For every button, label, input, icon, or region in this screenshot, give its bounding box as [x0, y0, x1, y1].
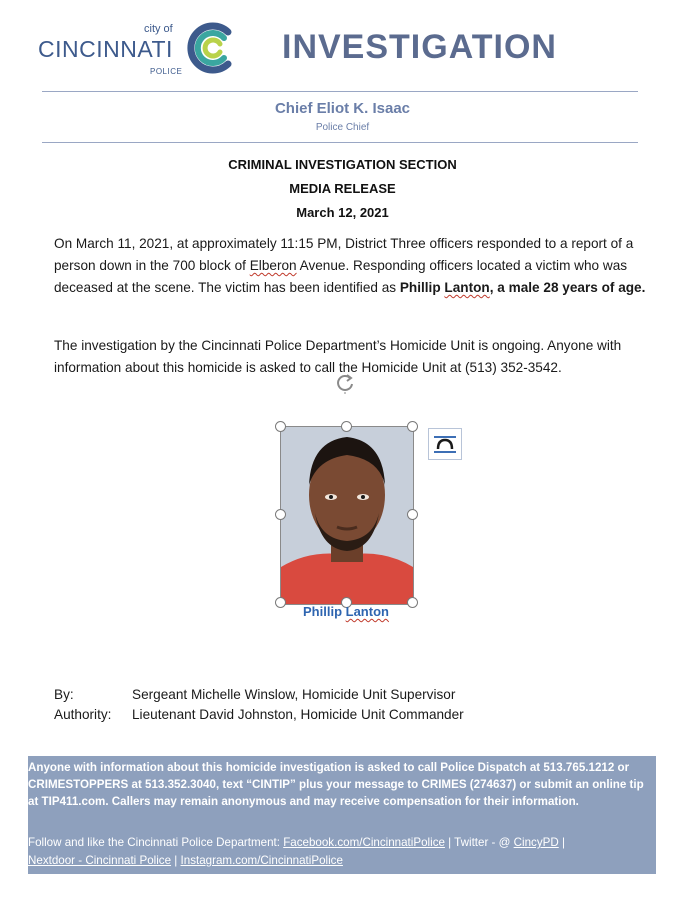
p1-victim-last: Lanton	[444, 280, 490, 295]
p1-text-b: Avenue. Responding officers located a victim who was deceased at the scene. The victim has been identified as	[54, 258, 628, 295]
body-paragraph-2: The investigation by the Cincinnati Police Department’s Homicide Unit is ongoing. Anyone with information about this homicide is asked to call the Homicide Unit at (513) 352-3542.	[54, 338, 622, 375]
layout-options-button[interactable]	[428, 428, 462, 460]
p1-street: Elberon	[249, 258, 297, 273]
resize-handle-top-right[interactable]	[407, 421, 418, 432]
resize-handle-left[interactable]	[275, 509, 286, 520]
text-wrap-icon	[429, 429, 461, 459]
caption-first: Phillip	[303, 604, 346, 619]
release-heading	[0, 153, 685, 225]
logo-police-text: POLICE	[150, 67, 183, 76]
header-divider-bottom	[42, 142, 638, 143]
authority-label: Authority:	[54, 707, 112, 722]
p1-text-c: , a male 28 years of age.	[489, 280, 646, 295]
release-section: CRIMINAL INVESTIGATION SECTION	[228, 157, 457, 172]
release-date: March 12, 2021	[296, 205, 389, 220]
p1-victim-first: Phillip	[399, 280, 445, 295]
separator-3: |	[171, 854, 181, 867]
resize-handle-top-left[interactable]	[275, 421, 286, 432]
resize-handle-top[interactable]	[341, 421, 352, 432]
logo-city-text: city of	[144, 23, 173, 35]
by-label: By:	[54, 687, 74, 702]
byline-by	[54, 687, 455, 702]
page-title: INVESTIGATION	[282, 28, 557, 66]
photo-caption	[280, 604, 412, 619]
resize-handle-right[interactable]	[407, 509, 418, 520]
body-paragraph-1	[54, 233, 654, 299]
separator-2: |	[558, 836, 565, 849]
chief-name: Chief Eliot K. Isaac	[274, 100, 411, 117]
victim-photo[interactable]	[280, 426, 414, 605]
authority-value: Lieutenant David Johnston, Homicide Unit Commander	[132, 707, 464, 722]
twitter-handle[interactable]: CincyPD	[513, 836, 559, 849]
rotate-handle-icon[interactable]	[334, 372, 356, 394]
by-value: Sergeant Michelle Winslow, Homicide Unit Supervisor	[132, 687, 456, 702]
social-links	[28, 834, 654, 870]
caption-last: Lanton	[345, 604, 389, 619]
byline-authority	[54, 707, 464, 722]
victim-portrait-image	[281, 427, 413, 604]
follow-prefix: Follow and like the Cincinnati Police Department:	[28, 836, 284, 849]
facebook-link[interactable]: Facebook.com/CincinnatiPolice	[283, 836, 445, 849]
tip-footer	[28, 756, 656, 874]
cincinnati-police-logo	[38, 20, 248, 80]
chief-title: Police Chief	[315, 122, 370, 133]
header-divider-top	[42, 91, 638, 92]
p1-text-a: On March 11, 2021, at approximately 11:15 PM, District Three officers responded to a report of a person down in the 700 block of	[54, 236, 634, 273]
release-type: MEDIA RELEASE	[289, 181, 396, 196]
separator-1: | Twitter - @	[444, 836, 514, 849]
nextdoor-link[interactable]: Nextdoor - Cincinnati Police	[28, 854, 172, 867]
tip-text: Anyone with information about this homicide investigation is asked to call Police Dispatch at 513.765.1212 or CRIMESTOPPERS at 513.352.3040, text “CINTIP” plus your message to CRIMES (274637) or submit an online tip at TIP411.com. Callers may remain anonymous and may receive compensation for their information.	[28, 761, 644, 808]
instagram-link[interactable]: Instagram.com/CincinnatiPolice	[180, 854, 343, 867]
logo-main-text: CINCINNATI	[38, 36, 173, 62]
logo-c-emblem-icon	[184, 20, 240, 76]
